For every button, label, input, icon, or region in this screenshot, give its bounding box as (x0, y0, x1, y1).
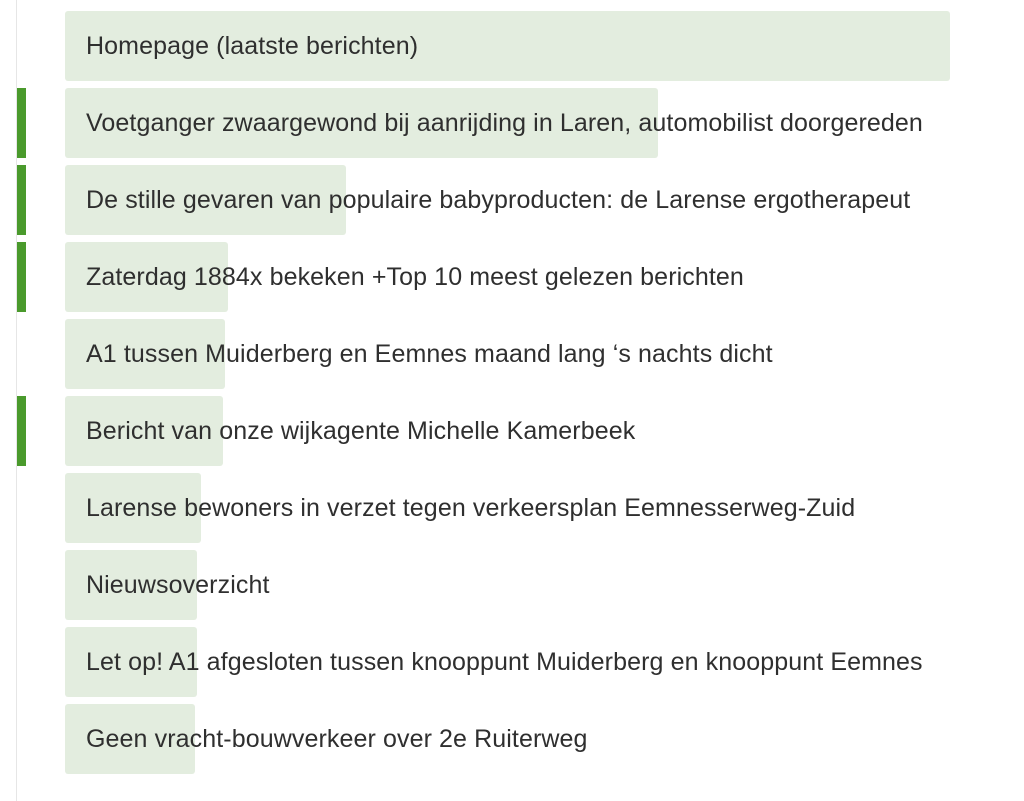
list-item-label: Nieuwsoverzicht (86, 571, 270, 599)
list-item-label: Voetganger zwaargewond bij aanrijding in Laren, automobilist doorgereden (86, 109, 923, 137)
list-item (0, 242, 1024, 312)
list-item (0, 396, 1024, 466)
list-item-label: Geen vracht-bouwverkeer over 2e Ruiterweg (86, 725, 588, 753)
list-item (0, 165, 1024, 235)
list-item-link[interactable] (65, 396, 950, 466)
list-item (0, 627, 1024, 697)
active-marker (17, 242, 26, 312)
list-item-link[interactable] (65, 88, 950, 158)
list-item-link[interactable] (65, 627, 950, 697)
list-item-label: Zaterdag 1884x bekeken +Top 10 meest gelezen berichten (86, 263, 744, 291)
list-item-label: Bericht van onze wijkagente Michelle Kamerbeek (86, 417, 636, 445)
list-item (0, 473, 1024, 543)
list-item-link[interactable] (65, 550, 950, 620)
list-item-label: Homepage (laatste berichten) (86, 32, 419, 60)
list-item-link[interactable] (65, 11, 950, 81)
active-marker (17, 396, 26, 466)
list-item-link[interactable] (65, 242, 950, 312)
list-item-link[interactable] (65, 165, 950, 235)
list-item (0, 11, 1024, 81)
list-item-link[interactable] (65, 319, 950, 389)
list-item (0, 319, 1024, 389)
list-item (0, 88, 1024, 158)
page-ranking-list (0, 11, 1024, 781)
list-item-link[interactable] (65, 473, 950, 543)
list-item (0, 704, 1024, 774)
list-item-label: A1 tussen Muiderberg en Eemnes maand lang ‘s nachts dicht (86, 340, 773, 368)
list-item-label: Larense bewoners in verzet tegen verkeersplan Eemnesserweg-Zuid (86, 494, 856, 522)
list-item (0, 550, 1024, 620)
active-marker (17, 88, 26, 158)
list-item-label: De stille gevaren van populaire babyproducten: de Larense ergotherapeut (86, 186, 911, 214)
list-item-label: Let op! A1 afgesloten tussen knooppunt Muiderberg en knooppunt Eemnes (86, 648, 923, 676)
list-item-link[interactable] (65, 704, 950, 774)
active-marker (17, 165, 26, 235)
